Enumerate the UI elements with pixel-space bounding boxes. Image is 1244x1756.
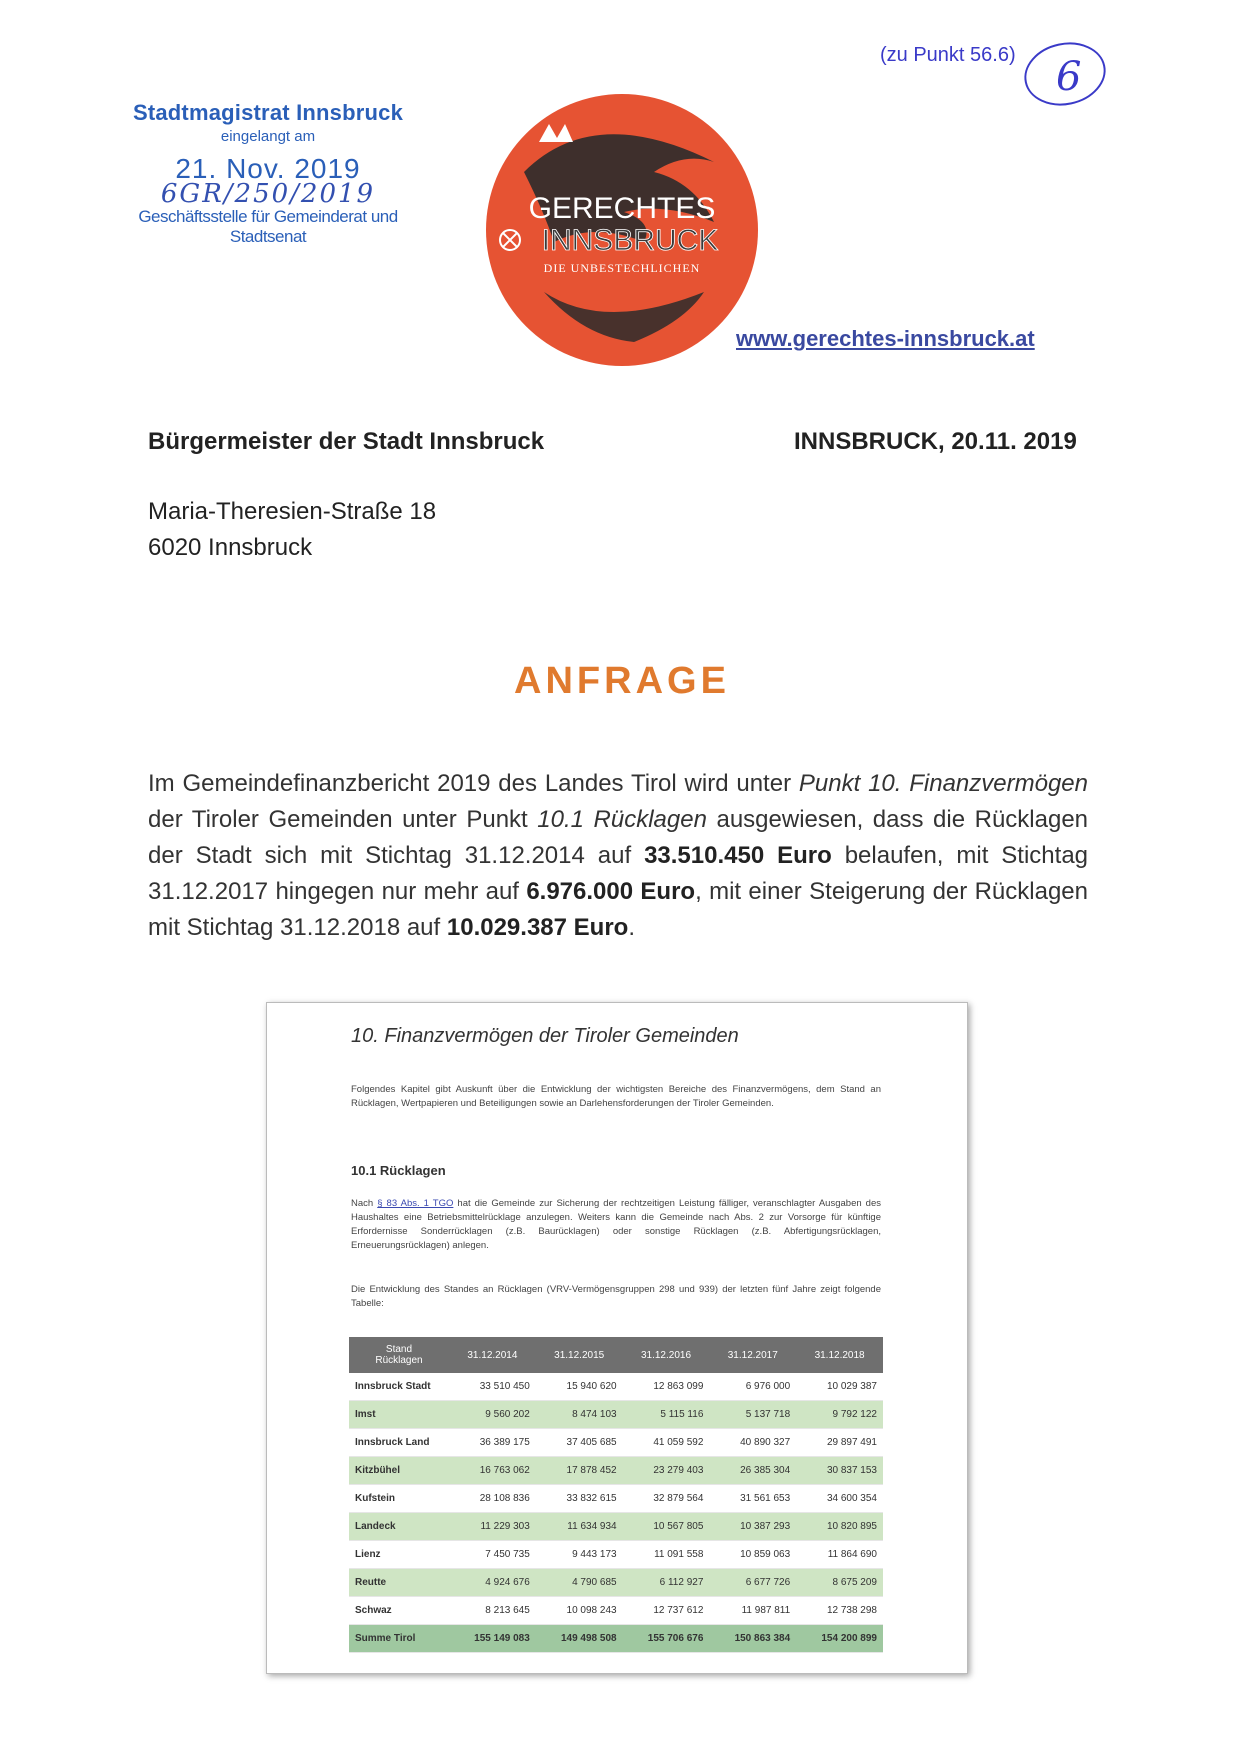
- table-cell: 26 385 304: [709, 1457, 796, 1485]
- table-cell: 16 763 062: [449, 1457, 536, 1485]
- excerpt-paragraph-1: Nach § 83 Abs. 1 TGO hat die Gemeinde zur Sicherung der rechtzeitigen Leistung fälliger, veranschlagter Ausgaben des Haushaltes eine Betriebsmittelrücklage anzulegen. Weiters kann die Gemeinde nach Abs. 2 zur Vorsorge für künftige Erfordernisse Sonderrücklagen (z.B. Baurücklagen) oder sonstige Rücklagen (z.B. Abfertigungsrücklagen, Erneuerungsrücklagen) anlegen.: [351, 1198, 881, 1251]
- reserves-table: [349, 1337, 883, 1653]
- table-cell: 155 149 083: [449, 1625, 536, 1653]
- table-cell: 6 976 000: [709, 1373, 796, 1401]
- table-cell: 37 405 685: [536, 1429, 623, 1457]
- table-column-header: 31.12.2015: [536, 1337, 623, 1373]
- report-excerpt-image: [266, 1002, 968, 1674]
- table-cell: 23 279 403: [623, 1457, 710, 1485]
- top-note: (zu Punkt 56.6): [880, 44, 1016, 66]
- table-cell: 10 029 387: [796, 1373, 883, 1401]
- table-cell: 150 863 384: [709, 1625, 796, 1653]
- table-cell: 33 510 450: [449, 1373, 536, 1401]
- receipt-stamp: [118, 100, 418, 247]
- table-cell: 4 790 685: [536, 1569, 623, 1597]
- table-cell: 10 567 805: [623, 1513, 710, 1541]
- table-row: [349, 1513, 883, 1541]
- row-name: Lienz: [349, 1541, 449, 1569]
- table-row: [349, 1457, 883, 1485]
- row-name: Summe Tirol: [349, 1625, 449, 1653]
- table-row: [349, 1569, 883, 1597]
- table-cell: 9 792 122: [796, 1401, 883, 1429]
- table-cell: 9 560 202: [449, 1401, 536, 1429]
- table-cell: 6 112 927: [623, 1569, 710, 1597]
- excerpt-paragraph-2: Die Entwicklung des Standes an Rücklagen (VRV-Vermögensgruppen 298 und 939) der letzten fünf Jahre zeigt folgende Tabelle:: [351, 1284, 881, 1309]
- address-city: 6020 Innsbruck: [148, 534, 313, 561]
- table-cell: 5 137 718: [709, 1401, 796, 1429]
- table-cell: 12 737 612: [623, 1597, 710, 1625]
- table-cell: 8 474 103: [536, 1401, 623, 1429]
- table-cell: 6 677 726: [709, 1569, 796, 1597]
- table-row: [349, 1625, 883, 1653]
- table-cell: 149 498 508: [536, 1625, 623, 1653]
- excerpt-intro: Folgendes Kapitel gibt Auskunft über die Entwicklung der wichtigsten Bereiche des Finanzvermögens, dem Stand an Rücklagen, Wertpapieren und Beteiligungen sowie an Darlehensforderungen der Tiroler Gemeinden.: [351, 1084, 881, 1109]
- table-cell: 12 738 298: [796, 1597, 883, 1625]
- table-cell: 11 091 558: [623, 1541, 710, 1569]
- header-stand: Stand Rücklagen: [349, 1337, 449, 1373]
- table-cell: 9 443 173: [536, 1541, 623, 1569]
- table-cell: 29 897 491: [796, 1429, 883, 1457]
- table-cell: 10 820 895: [796, 1513, 883, 1541]
- table-cell: 4 924 676: [449, 1569, 536, 1597]
- table-cell: 10 859 063: [709, 1541, 796, 1569]
- table-column-header: 31.12.2014: [449, 1337, 536, 1373]
- table-cell: 11 864 690: [796, 1541, 883, 1569]
- handwritten-circle-number: [1020, 38, 1110, 108]
- tgo-link[interactable]: § 83 Abs. 1 TGO: [377, 1198, 454, 1209]
- row-name: Kufstein: [349, 1485, 449, 1513]
- stamp-office: Stadtmagistrat Innsbruck: [132, 100, 404, 125]
- table-cell: 15 940 620: [536, 1373, 623, 1401]
- table-cell: 8 213 645: [449, 1597, 536, 1625]
- table-row: [349, 1401, 883, 1429]
- table-cell: 5 115 116: [623, 1401, 710, 1429]
- table-row: [349, 1485, 883, 1513]
- body-paragraph: Im Gemeindefinanzbericht 2019 des Landes Tirol wird unter Punkt 10. Finanzvermögen der Tiroler Gemeinden unter Punkt 10.1 Rücklagen ausgewiesen, dass die Rücklagen der Stadt sich mit Stichtag 31.12.2014 auf 33.510.450 Euro belaufen, mit Stichtag 31.12.2017 hingegen nur mehr auf 6.976.000 Euro, mit einer Steigerung der Rücklagen mit Stichtag 31.12.2018 auf 10.029.387 Euro.: [148, 770, 1089, 941]
- table-cell: 34 600 354: [796, 1485, 883, 1513]
- table-cell: 7 450 735: [449, 1541, 536, 1569]
- table-row: [349, 1541, 883, 1569]
- table-cell: 154 200 899: [796, 1625, 883, 1653]
- table-row: [349, 1597, 883, 1625]
- logo-line2: INNSBRUCK: [541, 224, 719, 257]
- stamp-department: Geschäftsstelle für Gemeinderat und Stadtsenat: [138, 207, 398, 246]
- table-cell: 17 878 452: [536, 1457, 623, 1485]
- row-name: Imst: [349, 1401, 449, 1429]
- table-cell: 31 561 653: [709, 1485, 796, 1513]
- table-row: [349, 1373, 883, 1401]
- website-link[interactable]: www.gerechtes-innsbruck.at: [736, 326, 1035, 351]
- address-street: Maria-Theresien-Straße 18: [148, 498, 437, 525]
- excerpt-subheading: 10.1 Rücklagen: [351, 1163, 446, 1178]
- handwritten-number: 6: [1056, 54, 1082, 100]
- row-name: Innsbruck Stadt: [349, 1373, 449, 1401]
- table-header-row: [349, 1337, 883, 1373]
- table-cell: 40 890 327: [709, 1429, 796, 1457]
- excerpt-title: 10. Finanzvermögen der Tiroler Gemeinden: [351, 1025, 739, 1047]
- logo-tagline: DIE UNBESTECHLICHEN: [543, 261, 701, 275]
- logo-line1: GERECHTES: [528, 192, 716, 225]
- table-cell: 41 059 592: [623, 1429, 710, 1457]
- table-cell: 11 987 811: [709, 1597, 796, 1625]
- table-cell: 32 879 564: [623, 1485, 710, 1513]
- party-logo: [484, 92, 760, 368]
- table-cell: 8 675 209: [796, 1569, 883, 1597]
- table-cell: 28 108 836: [449, 1485, 536, 1513]
- table-cell: 11 229 303: [449, 1513, 536, 1541]
- document-heading: ANFRAGE: [514, 660, 730, 702]
- stamp-date: 21. Nov. 2019: [175, 153, 361, 184]
- table-cell: 30 837 153: [796, 1457, 883, 1485]
- table-cell: 10 387 293: [709, 1513, 796, 1541]
- table-column-header: 31.12.2018: [796, 1337, 883, 1373]
- table-cell: 12 863 099: [623, 1373, 710, 1401]
- table-cell: 36 389 175: [449, 1429, 536, 1457]
- table-column-header: 31.12.2016: [623, 1337, 710, 1373]
- stamp-reference: 6GR/250/2019: [160, 179, 376, 209]
- table-row: [349, 1429, 883, 1457]
- row-name: Schwaz: [349, 1597, 449, 1625]
- table-cell: 11 634 934: [536, 1513, 623, 1541]
- row-name: Innsbruck Land: [349, 1429, 449, 1457]
- table-cell: 155 706 676: [623, 1625, 710, 1653]
- table-cell: 33 832 615: [536, 1485, 623, 1513]
- letter-date: INNSBRUCK, 20.11. 2019: [794, 428, 1077, 455]
- table-cell: 10 098 243: [536, 1597, 623, 1625]
- table-column-header: 31.12.2017: [709, 1337, 796, 1373]
- row-name: Reutte: [349, 1569, 449, 1597]
- row-name: Landeck: [349, 1513, 449, 1541]
- recipient: Bürgermeister der Stadt Innsbruck: [148, 428, 545, 455]
- stamp-received-label: eingelangt am: [220, 128, 316, 145]
- row-name: Kitzbühel: [349, 1457, 449, 1485]
